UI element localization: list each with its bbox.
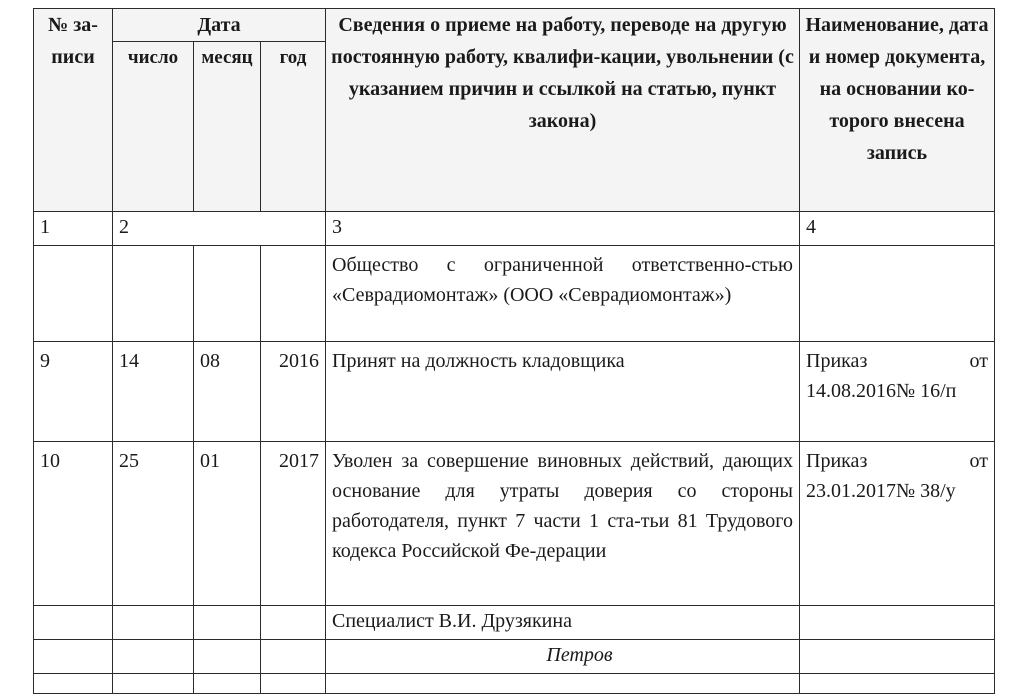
record-month: 08 — [194, 342, 261, 442]
header-document: Наименование, дата и номер документа, на основании ко-торого внесена запись — [800, 9, 995, 212]
record-year: 2016 — [261, 342, 326, 442]
doc-date-number: 14.08.2016№ 16/п — [806, 380, 957, 402]
specialist-name: Специалист В.И. Друзякина — [326, 606, 800, 640]
record-month: 01 — [194, 442, 261, 606]
record-document — [800, 342, 995, 442]
record-day: 25 — [113, 442, 194, 606]
header-record-no: № за-писи — [34, 9, 113, 212]
doc-type: Приказ — [806, 350, 868, 372]
doc-date-number: 23.01.2017№ 38/у — [806, 480, 956, 502]
header-date: Дата — [113, 9, 326, 42]
column-number-3: 3 — [326, 212, 800, 246]
specialist-row — [34, 606, 995, 640]
empty-row — [34, 674, 995, 694]
work-record-table — [33, 8, 995, 694]
record-no: 9 — [34, 342, 113, 442]
record-no: 10 — [34, 442, 113, 606]
table-row — [34, 342, 995, 442]
column-number-1: 1 — [34, 212, 113, 246]
signature-row — [34, 640, 995, 674]
record-year: 2017 — [261, 442, 326, 606]
doc-type: Приказ — [806, 450, 868, 472]
record-info: Уволен за совершение виновных действий, дающих основание для утраты доверия со стороны работодателя, пункт 7 части 1 ста-тьи 81 Трудового кодекса Российской Фе-дерации — [326, 442, 800, 606]
organization-name: Общество с ограниченной ответственно-стью «Севрадиомонтаж» (ООО «Севрадиомонтаж») — [326, 246, 800, 342]
signature: Петров — [326, 640, 800, 674]
header-day: число — [113, 42, 194, 212]
header-row-top — [34, 9, 995, 42]
column-number-4: 4 — [800, 212, 995, 246]
header-year: год — [261, 42, 326, 212]
header-info: Сведения о приеме на работу, переводе на другую постоянную работу, квалифи-кации, увольнении (с указанием причин и ссылкой на статью, пункт закона) — [326, 9, 800, 212]
column-numbers-row — [34, 212, 995, 246]
record-document — [800, 442, 995, 606]
header-month: месяц — [194, 42, 261, 212]
column-number-2: 2 — [113, 212, 326, 246]
organization-row — [34, 246, 995, 342]
doc-from: от — [969, 450, 988, 472]
record-day: 14 — [113, 342, 194, 442]
table-row — [34, 442, 995, 606]
record-info: Принят на должность кладовщика — [326, 342, 800, 442]
doc-from: от — [969, 350, 988, 372]
